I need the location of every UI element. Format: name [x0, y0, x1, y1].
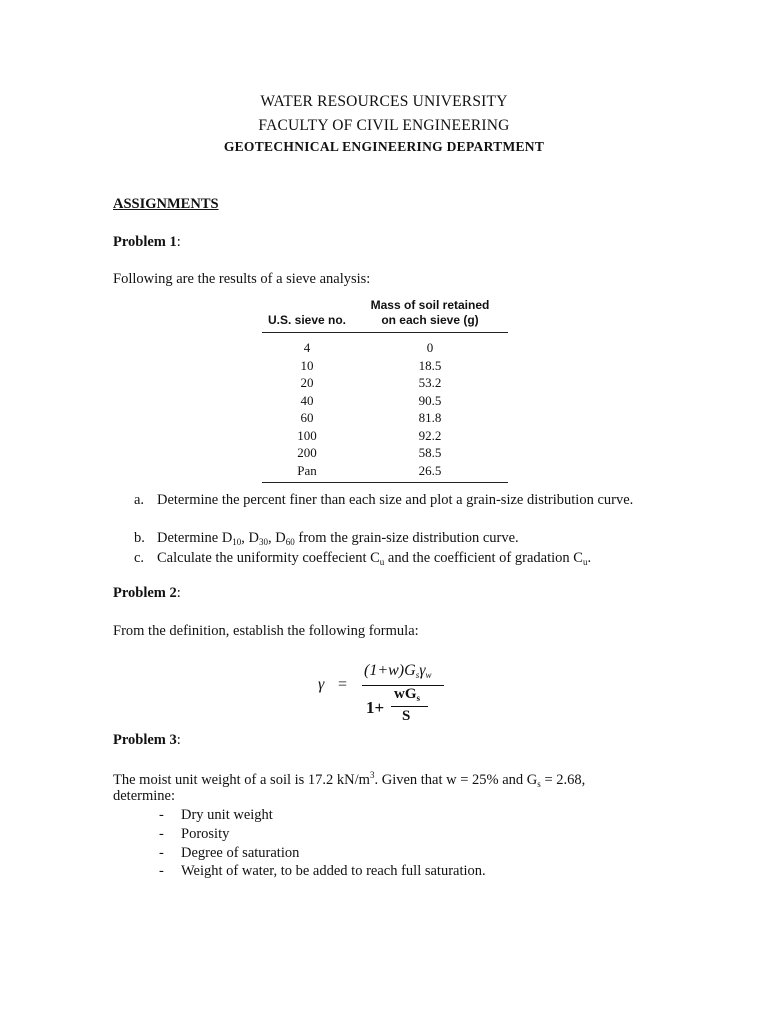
- sieve-cell: 200: [297, 445, 317, 460]
- table-row: [262, 392, 508, 410]
- item-text: Porosity: [181, 826, 230, 842]
- table-row: [262, 374, 508, 392]
- sieve-cell: 100: [297, 427, 317, 443]
- sieve-analysis-table: [262, 298, 508, 483]
- mass-header-line2: on each sieve (g): [381, 313, 479, 327]
- item-text: Degree of saturation: [181, 845, 300, 861]
- faculty-title: FACULTY OF CIVIL ENGINEERING: [258, 117, 510, 134]
- problem-1-colon: :: [176, 234, 181, 250]
- formula-equals: =: [338, 676, 348, 693]
- mass-cell: 0: [426, 340, 434, 355]
- dash-marker: -: [159, 863, 164, 879]
- sieve-cell: 60: [300, 410, 314, 425]
- problem-3-determine: determine:: [113, 788, 176, 804]
- list-marker: b.: [134, 530, 145, 546]
- department-title: GEOTECHNICAL ENGINEERING DEPARTMENT: [223, 139, 545, 154]
- list-item: [159, 825, 229, 843]
- list-item: [134, 491, 674, 510]
- list-item: [134, 549, 674, 572]
- problem-2-colon: :: [176, 585, 181, 601]
- table-row: [262, 357, 508, 375]
- problem-3-text: The moist unit weight of a soil is 17.2 $kN/m^3$. Given that w = 25% and $G_s = 2.68$,: [113, 770, 586, 789]
- problem-2-heading: [113, 585, 181, 602]
- list-marker: c.: [134, 550, 145, 566]
- problem-1-title: Problem 1: [113, 234, 177, 250]
- table-row: [262, 409, 508, 427]
- problem-3-heading: [113, 732, 181, 749]
- sieve-cell: 20: [300, 375, 314, 390]
- sieve-cell: 40: [300, 392, 314, 408]
- mass-cell: 53.2: [418, 375, 442, 390]
- table-row: [262, 427, 508, 445]
- formula-denominator-one: 1+: [366, 698, 385, 717]
- sieve-no-header: U.S. sieve no.: [262, 298, 352, 333]
- list-item: [159, 844, 299, 862]
- formula-numerator: $(1+w)G_s\gamma_w$: [364, 662, 432, 680]
- table-row: [262, 333, 508, 357]
- formula-inner-fraction-bar: [391, 706, 428, 707]
- problem-1-heading: [113, 234, 181, 251]
- list-item-c-text: Calculate the uniformity coeffecient $C_u$ and the coefficient of gradation $C_u$.: [157, 550, 592, 567]
- list-item: [159, 806, 273, 824]
- problem-2-title: Problem 2: [113, 585, 177, 601]
- mass-cell: 90.5: [418, 392, 442, 408]
- problem-2-intro: From the definition, establish the following formula:: [113, 623, 419, 639]
- item-text: Weight of water, to be added to reach full saturation.: [181, 863, 486, 879]
- mass-cell: 26.5: [352, 462, 508, 483]
- mass-retained-header: [352, 298, 508, 333]
- mass-cell: 18.5: [418, 357, 442, 373]
- dash-marker: -: [159, 845, 164, 861]
- assignments-heading: ASSIGNMENTS: [113, 196, 219, 212]
- university-title: WATER RESOURCES UNIVERSITY: [260, 93, 508, 110]
- unit-weight-formula: [318, 660, 458, 730]
- mass-cell: 81.8: [418, 410, 442, 425]
- sieve-cell: 4: [303, 340, 311, 355]
- dash-marker: -: [159, 826, 164, 842]
- dash-marker: -: [159, 807, 164, 823]
- problem-1-intro: Following are the results of a sieve analysis:: [113, 271, 371, 287]
- mass-header-line1: Mass of soil retained: [370, 298, 490, 312]
- list-item-a-text: Determine the percent finer than each size and plot a grain-size distribution curve.: [157, 492, 634, 508]
- list-item: [159, 862, 486, 880]
- problem-3-colon: :: [176, 732, 181, 748]
- list-marker: a.: [134, 492, 145, 508]
- formula-inner-numerator: $wG_s$: [394, 686, 421, 703]
- mass-cell: 58.5: [418, 445, 442, 460]
- list-item-b-text: Determine $D_{10}$, $D_{30}$, $D_{60}$ from the grain-size distribution curve.: [157, 530, 519, 547]
- sieve-cell: 10: [300, 357, 314, 373]
- item-text: Dry unit weight: [181, 807, 273, 823]
- formula-lhs: γ: [318, 676, 325, 693]
- mass-cell: 92.2: [418, 427, 442, 443]
- sieve-cell: Pan: [262, 462, 352, 483]
- problem-3-title: Problem 3: [113, 732, 177, 748]
- table-row: [262, 462, 508, 483]
- table-row: [262, 444, 508, 462]
- formula-inner-denominator: S: [402, 708, 411, 724]
